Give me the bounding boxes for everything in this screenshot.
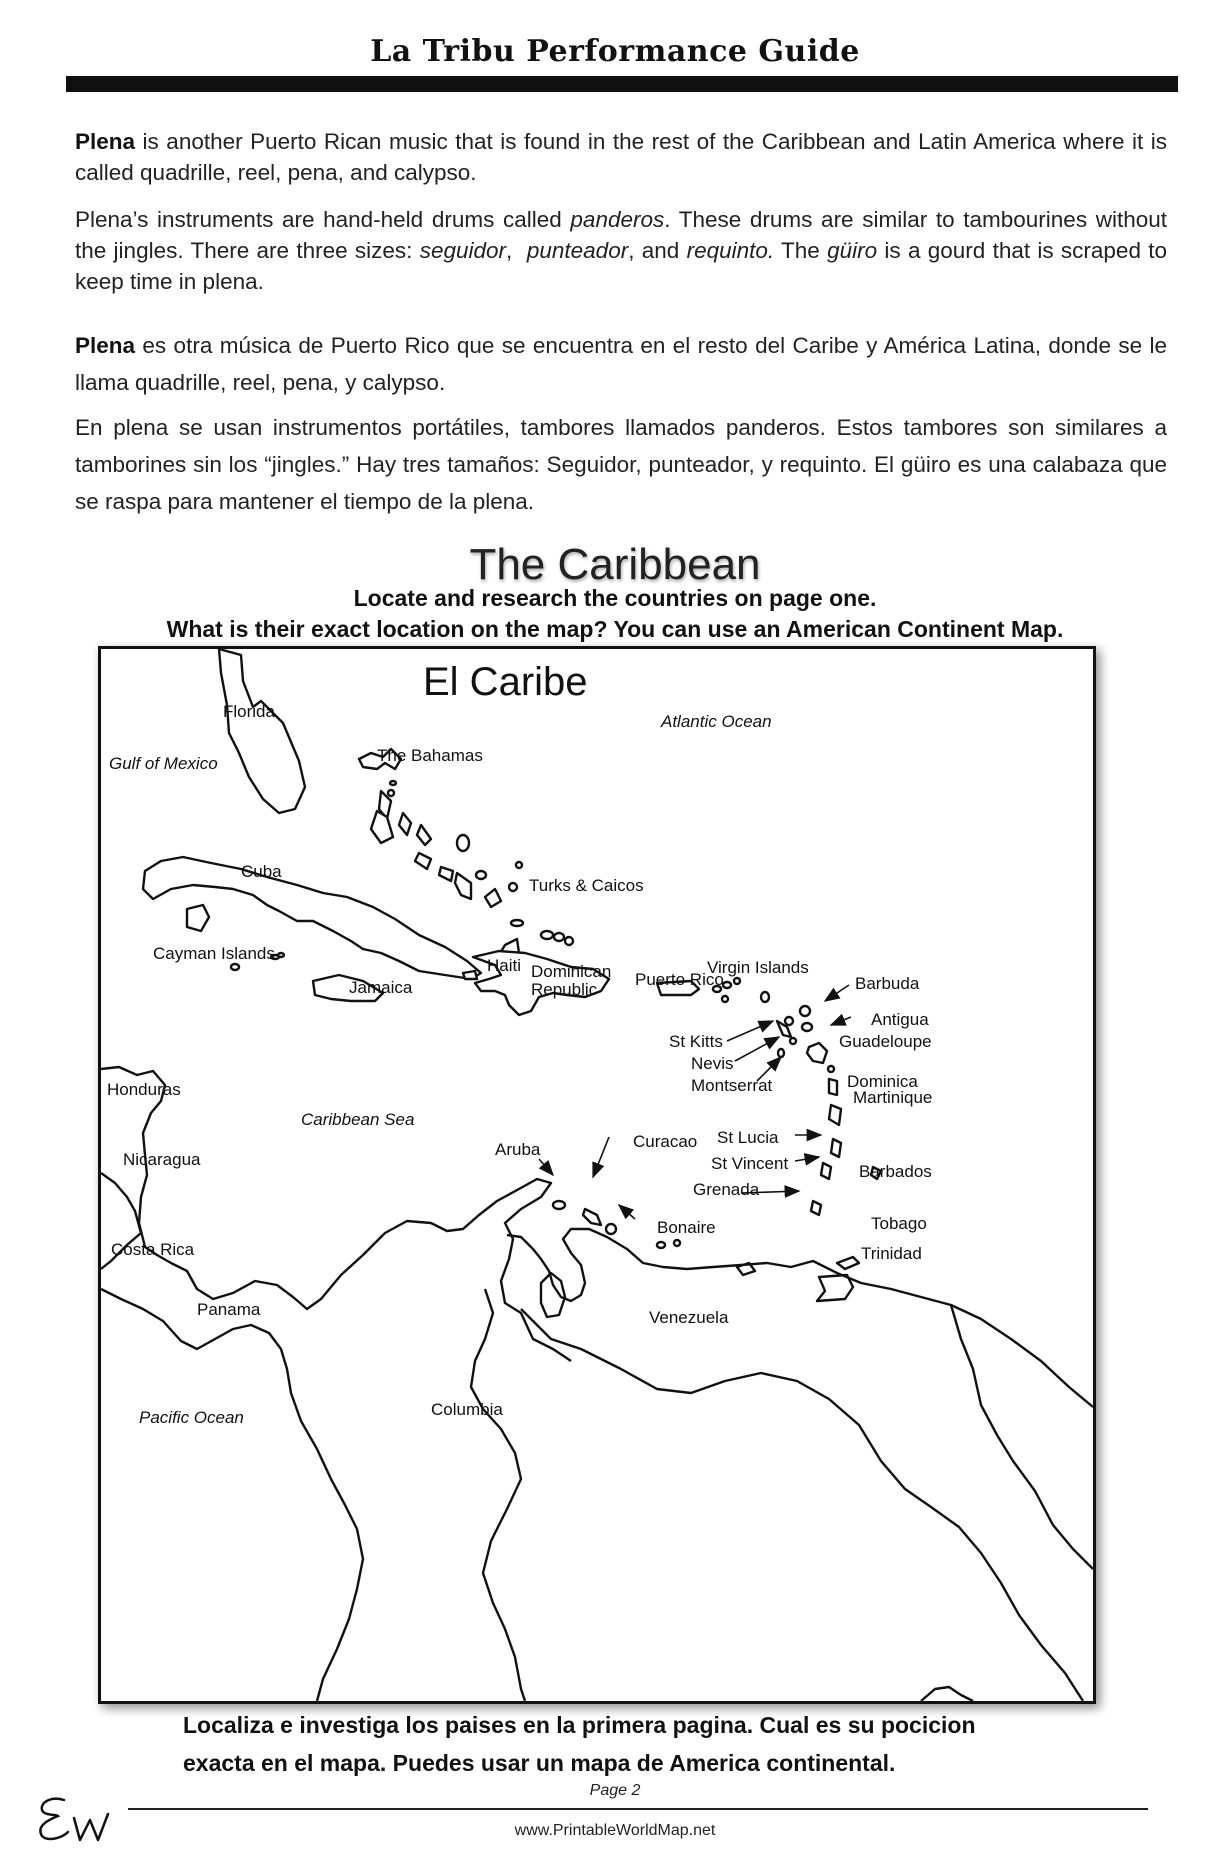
arrow-aruba [539,1159,553,1175]
guyana-border [951,1305,1093,1569]
label-bahamas: The Bahamas [377,746,483,765]
page-number: Page 2 [589,1782,641,1799]
arrow-curacao [593,1137,609,1177]
label-st-lucia: St Lucia [717,1128,779,1147]
label-barbuda: Barbuda [855,974,920,993]
label-pacific: Pacific Ocean [139,1408,244,1427]
spanish-paragraph-1 [75,327,1167,401]
instruction-line-2: What is their exact location on the map? You can use an American Continent Map. [166,616,1064,642]
map-inner-title: El Caribe [423,660,588,704]
label-dominican-2: Republic [531,980,598,999]
label-guadeloupe: Guadeloupe [839,1032,932,1051]
gonave-island [463,971,477,979]
footer-rule [128,1808,1148,1810]
p2-text-f: is a gourd that is scraped to keep time in plena. [75,238,1168,294]
southern-border [921,1687,973,1701]
label-nicaragua: Nicaragua [123,1150,201,1169]
label-nevis: Nevis [691,1054,734,1073]
p2-text-a: Plena’s instruments are hand-held drums called [75,207,571,232]
label-grenada: Grenada [693,1180,760,1199]
footer-site: www.PrintableWorldMap.net [514,1822,716,1839]
label-venezuela: Venezuela [649,1308,729,1327]
isla-juventud [187,905,209,931]
maracaibo-lake [541,1273,565,1317]
label-aruba: Aruba [495,1140,541,1159]
label-turks: Turks & Caicos [529,876,644,895]
arrow-st-kitts [727,1021,773,1041]
label-st-vincent: St Vincent [711,1154,789,1173]
label-caribbean-sea: Caribbean Sea [301,1110,415,1129]
term-panderos: panderos [570,207,665,232]
arrow-bonaire [619,1205,635,1219]
panama-pacific-coast [101,1289,363,1701]
caribbean-map [98,646,1096,1704]
english-paragraph-1 [75,126,1167,188]
label-virgin: Virgin Islands [707,958,809,977]
trinidad-landmass [817,1275,853,1301]
header-rule [66,76,1178,92]
term-requinto: requinto. [686,238,775,263]
label-florida: Florida [223,702,275,721]
venezuela-inland-border [521,1309,1083,1701]
label-haiti: Haiti [487,956,522,975]
cayman-dot-2 [231,964,239,970]
arrow-st-vincent [795,1157,819,1161]
map-section-title: The Caribbean [469,540,761,589]
label-gulf: Gulf of Mexico [109,754,218,773]
p2-text-e: The [774,238,828,263]
label-trinidad: Trinidad [861,1244,922,1263]
english-p1-text: is another Puerto Rican music that is found in the rest of the Caribbean and Latin America where it is called quadrille, reel, pena, and calypso. [75,129,1167,185]
label-cayman: Cayman Islands [153,944,275,963]
spanish-p1-text: es otra música de Puerto Rico que se encuentra en el resto del Caribe y América Latina, donde se le llama quadrille, reel, pena, y calypso. [75,333,1167,395]
map-svg [101,649,1093,1701]
spanish-paragraph-2: En plena se usan instrumentos portátiles, tambores llamados panderos. Estos tambores son similares a tamborines sin los “jingles.” Hay tres tamaños: Seguidor, punteador, y requinto. El güiro es una calabaza que se raspa para mantener el tiempo de la plena. [75,415,1167,514]
label-puerto-rico: Puerto Rico [635,970,724,989]
english-paragraph-2 [75,204,1167,297]
label-dominican-1: Dominican [531,962,612,981]
instruction-line-1: Locate and research the countries on page one. [353,585,877,611]
label-antigua: Antigua [871,1010,929,1029]
arrow-antigua [831,1017,851,1025]
label-curacao: Curacao [633,1132,698,1151]
arrow-nevis [735,1037,779,1061]
label-dominica: Dominica [847,1072,918,1091]
term-seguidor: seguidor [419,238,507,263]
plena-term: Plena [75,129,136,154]
label-costa-rica: Costa Rica [111,1240,195,1259]
term-guiro: güiro [827,238,878,263]
term-punteador: punteador [526,238,629,263]
label-columbia: Columbia [431,1400,503,1419]
plena-term-es: Plena [75,333,136,358]
label-tobago: Tobago [871,1214,927,1233]
label-panama: Panama [197,1300,261,1319]
label-honduras: Honduras [107,1080,181,1099]
label-barbados: Barbados [859,1162,932,1181]
label-montserrat: Montserrat [691,1076,773,1095]
florida-landmass [219,649,305,813]
label-cuba: Cuba [241,862,282,881]
turks-caicos-islands [541,931,573,945]
label-jamaica: Jamaica [349,978,413,997]
colombia-venezuela-coast [507,1229,1093,1407]
p2-text-d: , and [628,238,687,263]
p2-text-c: , [506,238,527,263]
page-header-title: La Tribu Performance Guide [370,34,860,69]
tobago-landmass [837,1257,859,1269]
label-st-kitts: St Kitts [669,1032,723,1051]
label-atlantic: Atlantic Ocean [661,712,772,731]
instruction-es-line-2: exacta en el mapa. Puedes usar un mapa de America continental. [183,1750,896,1776]
label-martinique: Martinique [853,1088,933,1107]
p2-text-b: . These drums are similar to tambourines without the jingles. There are three sizes: [75,207,1167,263]
arrow-barbuda [825,985,849,1001]
instruction-es-line-1: Localiza e investiga los paises en la primera pagina. Cual es su pocicion [183,1712,976,1738]
colombia-venezuela-border [471,1289,525,1701]
label-bonaire: Bonaire [657,1218,716,1237]
